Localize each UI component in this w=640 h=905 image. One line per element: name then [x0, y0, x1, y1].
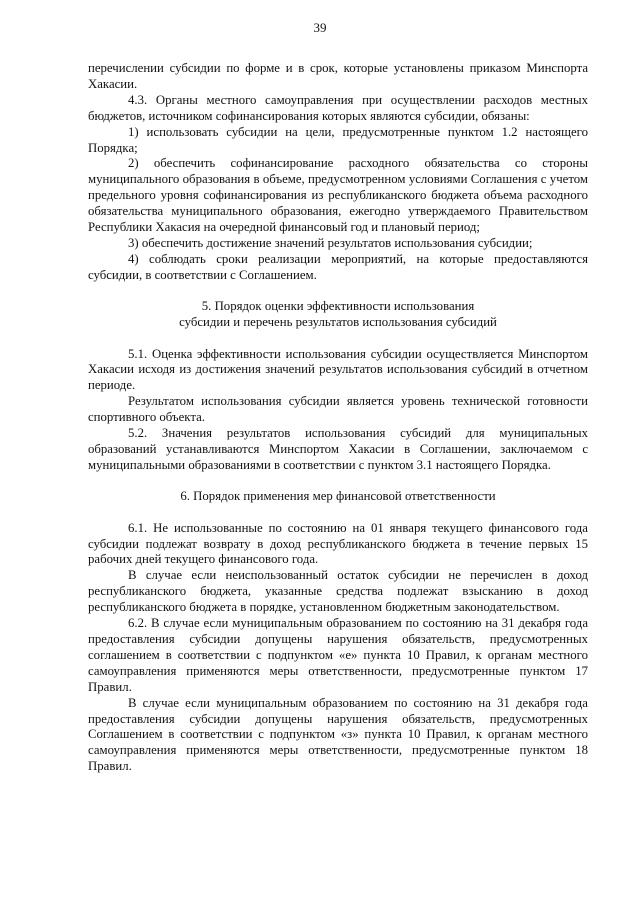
page-number: 39 — [313, 20, 327, 35]
paragraph: 6.1. Не использованные по состоянию на 01 января текущего финансового года субсидии подлежат возврату в доход республиканского бюджета в течение первых 15 рабочих дней текущего финансового года. — [88, 520, 588, 567]
paragraph: 6.2. В случае если муниципальным образованием по состоянию на 31 декабря года предоставления субсидии допущены нарушения обязательств, предусмотренных соглашением в соответствии с подпунктом «е» пункта 10 Правил, к органам местного самоуправления применяются меры ответственности, предусмотренные пунктом 17 Правил. — [88, 616, 588, 694]
paragraph: 5.1. Оценка эффективности использования субсидии осуществляется Минспортом Хакасии исходя из достижения значений результатов использования субсидий в отчетном периоде. — [88, 346, 588, 393]
paragraph: 3) обеспечить достижение значений результатов использования субсидии; — [128, 235, 533, 250]
page-content — [88, 61, 588, 775]
section-heading-5 — [88, 299, 588, 331]
paragraph: 1) использовать субсидии на цели, предусмотренные пунктом 1.2 настоящего Порядка; — [88, 124, 588, 155]
paragraph: В случае если муниципальным образованием по состоянию на 31 декабря года предоставления субсидии допущены нарушения обязательств, предусмотренных Соглашением в соответствии с подпунктом «з» пункта 10 Правил, к органам местного самоуправления применяются меры ответственности, предусмотренные пунктом 18 Правил. — [88, 695, 588, 774]
paragraph: 4) соблюдать сроки реализации мероприятий, на которые предоставляются субсидии, в соответствии с Соглашением. — [88, 251, 588, 282]
paragraph: Результатом использования субсидии является уровень технической готовности спортивного объекта. — [88, 394, 588, 425]
section-heading-line: субсидии и перечень результатов использования субсидий — [179, 314, 497, 329]
paragraph: 4.3. Органы местного самоуправления при осуществлении расходов местных бюджетов, источником софинансирования которых являются субсидии, обязаны: — [88, 92, 588, 123]
paragraph: 2) обеспечить софинансирование расходного обязательства со стороны муниципального образования в объеме, предусмотренном условиями Соглашения с учетом предельного уровня софинансирования из республиканского бюджета объема расходного обязательства муниципального образования, ежегодно утверждаемого Правительством Республики Хакасия на очередной финансовый год и плановый период; — [88, 156, 588, 235]
section-heading-line: 5. Порядок оценки эффективности использования — [201, 298, 475, 313]
paragraph: перечислении субсидии по форме и в срок, которые установлены приказом Минспорта Хакасии. — [88, 61, 588, 91]
section-heading-6: 6. Порядок применения мер финансовой ответственности — [180, 488, 496, 503]
paragraph: В случае если неиспользованный остаток субсидии не перечислен в доход республиканского бюджета, указанные средства подлежат взысканию в доход республиканского бюджета в порядке, установленном бюджетным законодательством. — [88, 568, 588, 615]
paragraph: 5.2. Значения результатов использования субсидий для муниципальных образований устанавливаются Минспортом Хакасии в Соглашении, заключаемом с муниципальными образованиями в соответствии с пунктом 3.1 настоящего Порядка. — [88, 426, 588, 472]
